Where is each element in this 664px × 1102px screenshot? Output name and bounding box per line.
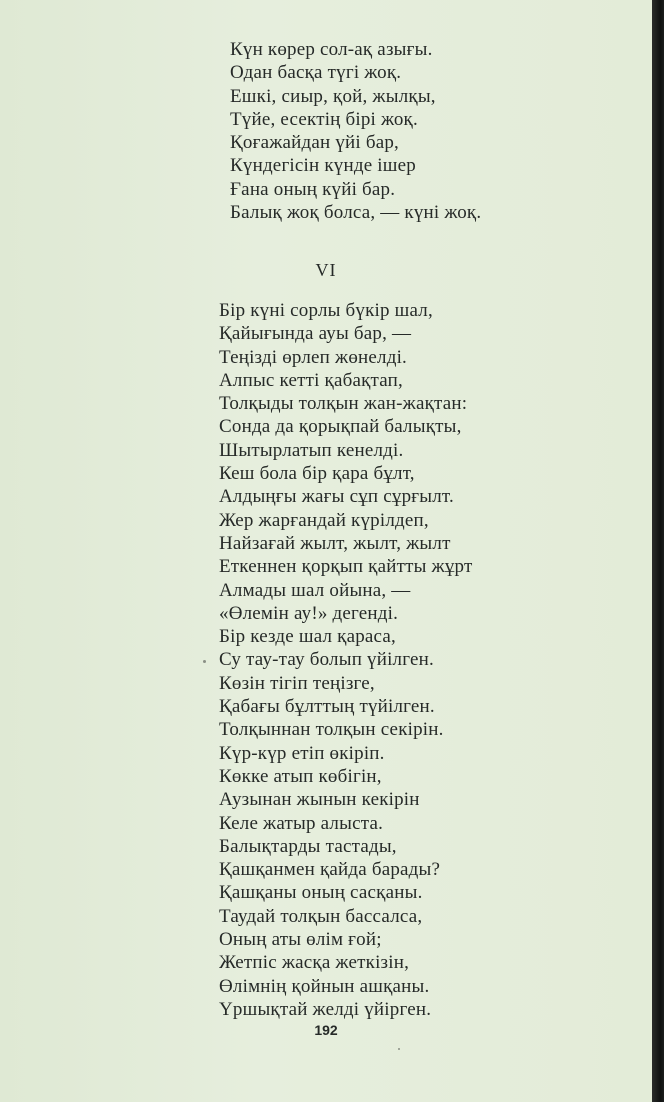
poem-line: Шытырлатып кенелді. xyxy=(219,439,404,461)
poem-line: Еткеннен қорқып қайтты жұрт xyxy=(219,556,473,578)
poem-line: Қайығында ауы бар, — xyxy=(219,323,412,345)
poem-line: Қоғажайдан үйі бар, xyxy=(230,132,399,154)
poem-line: Жер жарғандай күрілдеп, xyxy=(219,509,429,531)
poem-line: Қабағы бұлттың түйілген. xyxy=(219,696,435,718)
poem-line: Толқыннан толқын секірін. xyxy=(219,719,444,741)
poem-line: Қашқаны оның сасқаны. xyxy=(219,882,423,904)
poem-line: «Өлемін ау!» дегенді. xyxy=(219,602,399,624)
poem-line: Сонда да қорықпай балықты, xyxy=(219,416,462,438)
poem-line: Түйе, есектің бірі жоқ. xyxy=(230,108,418,130)
poem-line: Толқыды толқын жан-жақтан: xyxy=(219,393,468,415)
poem-line: Алмады шал ойына, — xyxy=(219,579,411,601)
poem-line: Аузынан жынын кекірін xyxy=(219,789,420,811)
poem-line: Келе жатыр алыста. xyxy=(219,812,384,834)
poem-line: Көкке атып көбігін, xyxy=(219,765,382,787)
poem-line: Алпыс кетті қабақтап, xyxy=(219,369,403,391)
poem-line: Балық жоқ болса, — күні жоқ. xyxy=(230,202,482,224)
poem-line: Күр-күр етіп өкіріп. xyxy=(219,742,385,764)
page-edge-shadow xyxy=(652,0,664,1102)
poem-line: Бір күні сорлы бүкір шал, xyxy=(219,300,433,321)
poem-stanza xyxy=(230,38,481,224)
poem-line: Бір кезде шал қараса, xyxy=(219,626,396,648)
poem-line: Кеш бола бір қара бұлт, xyxy=(219,463,415,485)
poem-line: Күн көрер сол-ақ азығы. xyxy=(230,39,433,60)
poem-line: Күндегісін күнде ішер xyxy=(230,155,416,177)
poem-line: Жетпіс жасқа жеткізін, xyxy=(219,952,410,974)
poem-line: Өлімнің қойнын ашқаны. xyxy=(219,975,430,997)
poem-line: Ешкі, сиыр, қой, жылқы, xyxy=(230,85,436,107)
poem-stanza xyxy=(219,299,472,1021)
page-number: 192 xyxy=(314,1022,338,1038)
poem-line: Қашқанмен қайда барады? xyxy=(219,859,441,881)
poem-line: Найзағай жылт, жылт, жылт xyxy=(219,532,451,554)
poem-line: Көзін тігіп теңізге, xyxy=(219,672,375,694)
poem-line: Теңізді өрлеп жөнелді. xyxy=(219,346,408,368)
section-heading: VI xyxy=(315,260,337,280)
poem-line: Ғана оның күйі бар. xyxy=(230,178,396,200)
paper-speck xyxy=(203,660,206,663)
poem-line: Алдыңғы жағы сұп сұрғылт. xyxy=(219,486,454,508)
poem-line: Оның аты өлім ғой; xyxy=(219,929,382,951)
paper-speck xyxy=(398,1048,400,1050)
poem-line: Су тау-тау болып үйілген. xyxy=(219,649,434,671)
poem-line: Үршықтай желді үйірген. xyxy=(219,998,432,1020)
poem-line: Таудай толқын бассалса, xyxy=(219,905,423,927)
poem-line: Одан басқа түгі жоқ. xyxy=(230,62,402,84)
poem-line: Балықтарды тастады, xyxy=(219,835,397,857)
